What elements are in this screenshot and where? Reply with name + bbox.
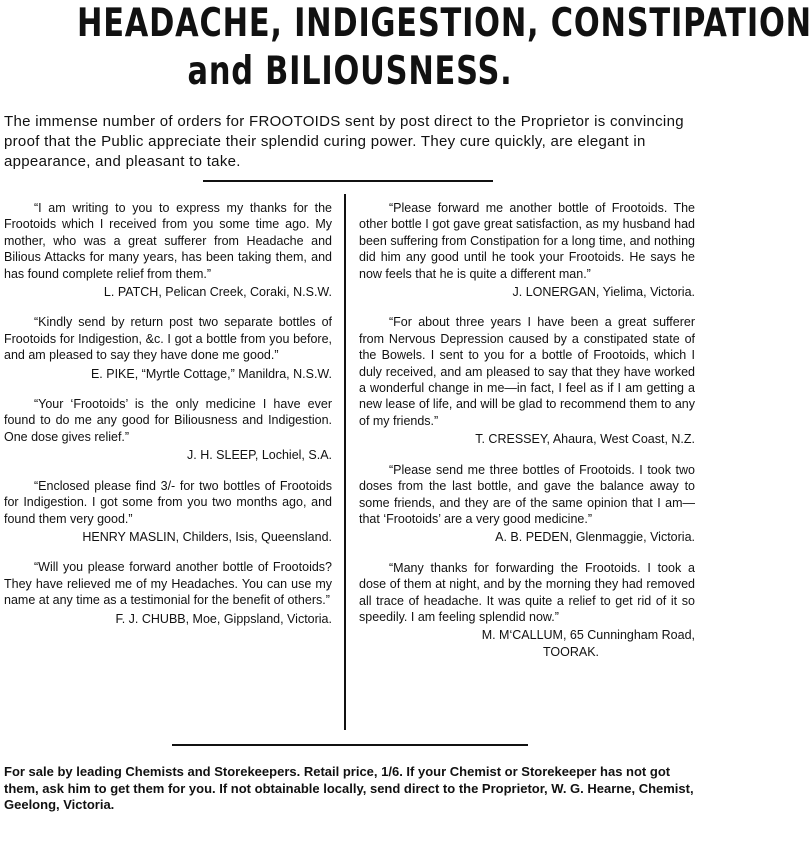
top-divider: [203, 180, 493, 182]
sale-notice: For sale by leading Chemists and Storekeepers. Retail price, 1/6. If your Chemist or Storekeeper has not got them, ask him to get them for you. If not obtainable locally, send direct to the Proprietor, W. G. Hearne, Chemist, Geelong, Victoria.: [4, 764, 694, 813]
testimonial-signature: F. J. CHUBB, Moe, Gippsland, Victoria.: [115, 611, 332, 626]
testimonial-signature: M. M‘CALLUM, 65 Cunningham Road,: [481, 628, 695, 643]
left-column: [4, 200, 332, 641]
testimonial-quote: “Please forward me another bottle of Frootoids. The other bottle I got gave great satisfaction, as my husband had been suffering from Constipation for a long time, and nothing did him any good until he took your Frootoids. He says he now feels that he is quite a different man.”: [359, 201, 695, 281]
testimonial-signature: HENRY MASLIN, Childers, Isis, Queensland.: [82, 529, 332, 544]
testimonial-signature-line2: TOORAK.: [542, 644, 599, 659]
testimonial-signature: J. H. SLEEP, Lochiel, S.A.: [187, 448, 332, 463]
column-divider: [344, 194, 346, 730]
intro-paragraph: The immense number of orders for FROOTOIDS sent by post direct to the Proprietor is convincing proof that the Public appreciate their splendid curing power. They cure quickly, are elegant in appearance, and pleasant to take.: [4, 113, 684, 170]
testimonial-quote: “For about three years I have been a great sufferer from Nervous Depression caused by a constipated state of the Bowels. I sent to you for a bottle of Frootoids, which I duly received, and am pleased to say that they have worked a wonderful change in me—in fact, I feel as if I am getting a new lease of life, and will be glad to recommend them to any of my friends.”: [359, 315, 695, 428]
bottom-divider: [172, 744, 528, 746]
headline-line2: and BILIOUSNESS.: [187, 49, 513, 94]
headline-line1: HEADACHE, INDIGESTION, CONSTIPATION: [77, 1, 812, 46]
testimonial-quote: “Many thanks for forwarding the Frootoids. I took a dose of them at night, and by the morning they had removed all trace of headache. It was quite a relief to get rid of it so speedily. I am feeling splendid now.”: [359, 560, 695, 624]
testimonial-quote: “Your ‘Frootoids’ is the only medicine I have ever found to do me any good for Biliousness and Indigestion. One dose gives relief.”: [4, 397, 332, 444]
testimonial-signature: J. LONERGAN, Yielima, Victoria.: [512, 285, 695, 300]
testimonial-quote: “Will you please forward another bottle of Frootoids? They have relieved me of my Headaches. You can use my name at any time as a testimonial for the benefit of others.”: [4, 560, 332, 608]
testimonial-signature: A. B. PEDEN, Glenmaggie, Victoria.: [495, 530, 695, 545]
right-column: [359, 200, 695, 660]
testimonial-quote: “Enclosed please find 3/- for two bottles of Frootoids for Indigestion. I got some from you two months ago, and found them very good.”: [4, 478, 332, 526]
testimonial-signature: L. PATCH, Pelican Creek, Coraki, N.S.W.: [103, 285, 332, 300]
testimonial-quote: “I am writing to you to express my thanks for the Frootoids which I received from you some time ago. My mother, who was a great sufferer from Headache and Bilious Attacks for many years, has been taking them, and has found complete relief from them.”: [4, 201, 332, 281]
testimonial-quote: “Please send me three bottles of Frootoids. I took two doses from the last bottle, and gave the balance away to some friends, and they are of the same opinion that I am—that ‘Frootoids’ are a very good medicine.”: [359, 462, 695, 526]
testimonial-signature: E. PIKE, “Myrtle Cottage,” Manildra, N.S.W.: [90, 366, 332, 381]
testimonial-quote: “Kindly send by return post two separate bottles of Frootoids for Indigestion, &c. I got a bottle from you before, and am pleased to say they have done me good.”: [4, 315, 332, 363]
testimonial-signature: T. CRESSEY, Ahaura, West Coast, N.Z.: [475, 432, 695, 447]
